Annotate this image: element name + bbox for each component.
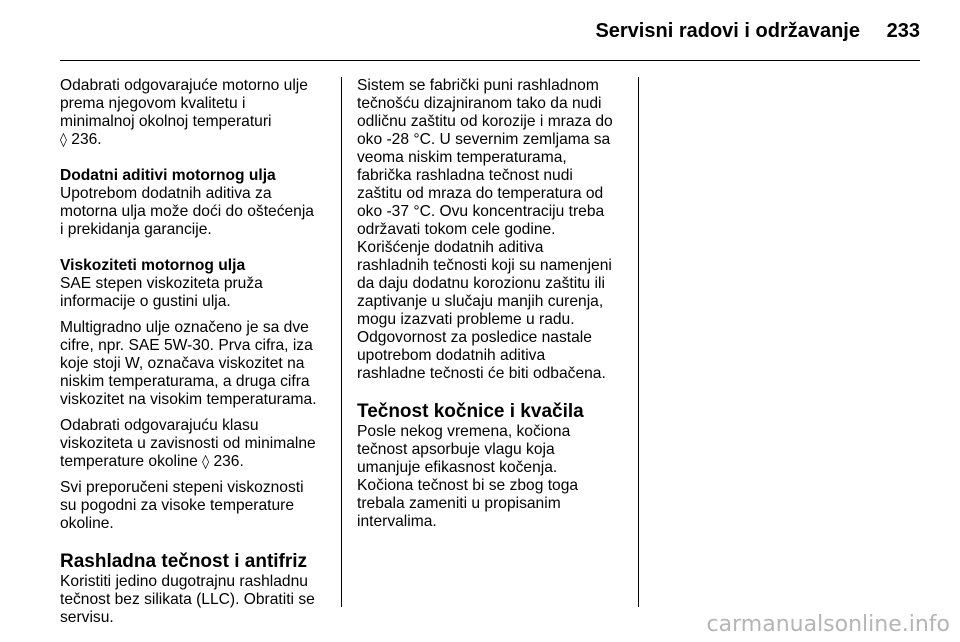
text-line: koje stoji W, označava viskozitet na	[60, 355, 305, 372]
text-line: motorna ulja može doći do oštećenja	[60, 203, 314, 220]
text-line: rashladne tečnosti će biti odbačena.	[357, 365, 606, 382]
text-line: Sistem se fabrički puni rashladnom	[357, 77, 599, 94]
page-reference-arrow-icon: ◊	[202, 454, 210, 470]
text-line: oko -37 °C. Ovu koncentraciju treba	[357, 203, 605, 220]
text-line: su pogodni za visoke temperature	[60, 497, 295, 514]
header-rule	[60, 60, 920, 61]
watermark-text: carmanualsonline.info	[706, 612, 950, 637]
text-line: tečnost apsorbuje vlagu koja	[357, 441, 555, 458]
brake-fluid-heading: Tečnost kočnice i kvačila	[357, 401, 584, 422]
text-line: upotrebom dodatnih aditiva	[357, 347, 546, 364]
multigrade-paragraph	[60, 319, 330, 409]
text-line: odličnu zaštitu od korozije i mraza do	[357, 113, 613, 130]
column-divider	[341, 77, 342, 607]
text-line: Svi preporučeni stepeni viskoznosti	[60, 479, 304, 496]
column-divider	[638, 77, 639, 607]
text-line: mogu izazvati probleme u radu.	[357, 311, 575, 328]
text-line: Upotrebom dodatnih aditiva za	[60, 185, 272, 202]
text-line: da daju dodatnu korozionu zaštitu ili	[357, 275, 605, 292]
text-line: umanjuje efikasnost kočenja.	[357, 459, 558, 476]
viscosity-heading: Viskoziteti motornog ulja	[60, 257, 246, 274]
page-reference-arrow-icon: ◊	[60, 132, 67, 148]
coolant-paragraph	[60, 573, 330, 627]
text-line: cifre, npr. SAE 5W-30. Prva cifra, iza	[60, 337, 313, 354]
viscosity-paragraph	[60, 275, 330, 311]
additives-heading: Dodatni aditivi motornog ulja	[60, 167, 276, 184]
text-line: i prekidanja garancije.	[60, 221, 212, 238]
text-line: tečnost bez silikata (LLC). Obratiti se	[60, 591, 315, 608]
text-line: viskoziteta u zavisnosti od minimalne	[60, 435, 316, 452]
text-line: zaptivanje u slučaju manjih curenja,	[357, 293, 604, 310]
oil-selection-paragraph	[60, 77, 330, 149]
text-line: okoline.	[60, 515, 114, 532]
text-line: rashladnih tečnosti koji su namenjeni	[357, 257, 612, 274]
text-line: servisu.	[60, 609, 114, 626]
recommended-viscosity-paragraph	[60, 479, 330, 533]
coolant-heading: Rashladna tečnost i antifriz	[60, 551, 308, 572]
middle-column	[357, 77, 629, 531]
text-line: intervalima.	[357, 513, 437, 530]
text-line: zaštitu od mraza do temperatura od	[357, 185, 604, 202]
page-header-title: Servisni radovi i održavanje	[595, 20, 860, 42]
text-line: trebala zameniti u propisanim	[357, 495, 561, 512]
text-line: Posle nekog vremena, kočiona	[357, 423, 571, 440]
text-line: SAE stepen viskoziteta pruža	[60, 275, 263, 292]
text-line: Odgovornost za posledice nastale	[357, 329, 592, 346]
text-line: tečnošću dizajniranom tako da nudi	[357, 95, 602, 112]
text-line: minimalnoj okolnoj temperaturi	[60, 113, 272, 130]
coolant-continued-paragraph	[357, 77, 629, 383]
additives-paragraph	[60, 185, 330, 239]
page-reference-link[interactable]: 236.	[71, 131, 102, 148]
text-line: fabrička rashladna tečnost nudi	[357, 167, 573, 184]
text-line: Odabrati odgovarajuću klasu	[60, 417, 259, 434]
text-line: oko -28 °C. U severnim zemljama sa	[357, 131, 611, 148]
page-number: 233	[886, 20, 920, 42]
text-line: Koristiti jedino dugotrajnu rashladnu	[60, 573, 308, 590]
left-column	[60, 77, 330, 627]
text-line: Multigradno ulje označeno je sa dve	[60, 319, 309, 336]
viscosity-class-paragraph	[60, 417, 330, 471]
text-line: niskim temperaturama, a druga cifra	[60, 373, 310, 390]
text-line: temperature okoline	[60, 453, 198, 470]
text-line: viskozitet na visokim temperaturama.	[60, 391, 317, 408]
text-line: Korišćenje dodatnih aditiva	[357, 239, 544, 256]
text-line: održavati tokom cele godine.	[357, 221, 556, 238]
brake-fluid-paragraph	[357, 423, 629, 531]
text-line: informacije o gustini ulja.	[60, 293, 231, 310]
text-line: prema njegovom kvalitetu i	[60, 95, 246, 112]
page-reference-link[interactable]: 236.	[213, 453, 244, 470]
text-line: veoma niskim temperaturama,	[357, 149, 567, 166]
text-line: Kočiona tečnost bi se zbog toga	[357, 477, 579, 494]
text-line: Odabrati odgovarajuće motorno ulje	[60, 77, 308, 94]
